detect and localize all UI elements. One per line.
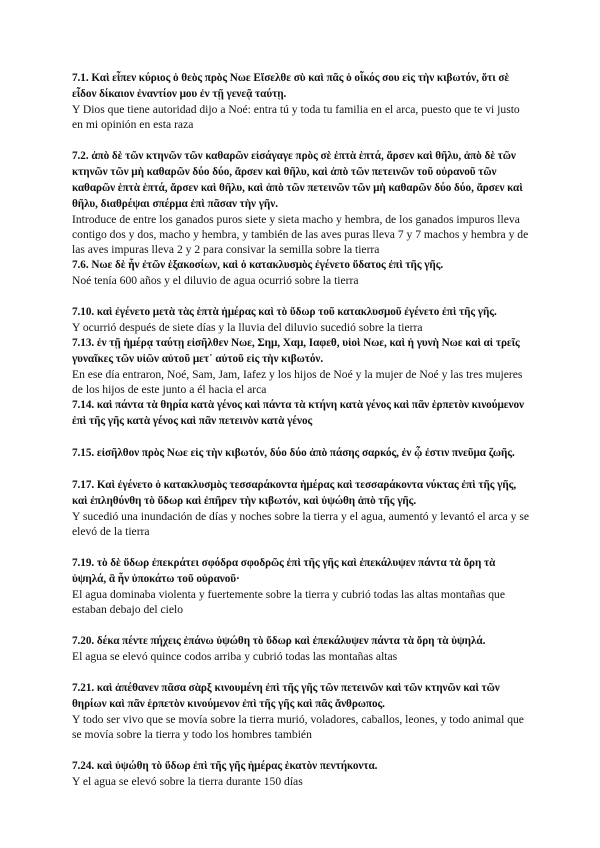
greek-text: 7.10. καὶ ἐγένετο μετὰ τὰς ἑπτὰ ἡμέρας καὶ τὸ ὕδωρ τοῦ κατακλυσμοῦ ἐγένετο ἐπὶ τῆς γῆς. xyxy=(72,306,497,318)
verse-7-17 xyxy=(72,477,530,539)
verse-7-24 xyxy=(72,758,530,789)
verse-7-2 xyxy=(72,148,530,257)
verse-7-6 xyxy=(72,257,530,288)
spanish-translation: Y sucedió una inundación de días y noches sobre la tierra y el agua, aumentó y levantó el arca y se elevó de la tierra xyxy=(72,510,530,538)
spanish-translation: El agua dominaba violenta y fuertemente sobre la tierra y cubrió todas las altas montañas que estaban debajo del cielo xyxy=(72,588,506,616)
greek-text: 7.15. εἰσῆλθον πρὸς Νωε εἰς τὴν κιβωτόν, δύο δύο ἀπὸ πάσης σαρκός, ἐν ᾧ ἐστιν πνεῦμα ζωῆς. xyxy=(72,447,515,459)
greek-text: 7.13. ἐν τῇ ἡμέρᾳ ταύτῃ εἰσῆλθεν Νωε, Σημ, Χαμ, Ιαφεθ, υἱοὶ Νωε, καὶ ἡ γυνὴ Νωε καὶ αἱ τρεῖς γυναῖκες τῶν υἱῶν αὐτοῦ μετ᾽ αὐτοῦ εἰς τὴν κιβωτόν. xyxy=(72,337,520,365)
spanish-translation: Y todo ser vivo que se movía sobre la tierra murió, voladores, caballos, leones, y todo animal que se movía sobre la tierra y todo los hombres también xyxy=(72,713,524,741)
verse-7-19 xyxy=(72,555,530,617)
spanish-translation: Y ocurrió después de siete días y la lluvia del diluvio sucedió sobre la tierra xyxy=(72,321,423,334)
greek-text: 7.1. Καὶ εἶπεν κύριος ὁ θεὸς πρὸς Νωε Εἴσελθε σὺ καὶ πᾶς ὁ οἶκός σου εἰς τὴν κιβωτόν, ὅτι σὲ εἶδον δίκαιον ἐναντίον μου ἐν τῇ γενεᾷ ταύτῃ. xyxy=(72,72,510,100)
spanish-translation: Noé tenía 600 años y el diluvio de agua ocurrió sobre la tierra xyxy=(72,274,359,287)
greek-text: 7.24. καὶ ὑψώθη τὸ ὕδωρ ἐπὶ τῆς γῆς ἡμέρας ἑκατὸν πεντήκοντα. xyxy=(72,760,378,772)
greek-text: 7.21. καὶ ἀπέθανεν πᾶσα σὰρξ κινουμένη ἐπὶ τῆς γῆς τῶν πετεινῶν καὶ τῶν κτηνῶν καὶ τῶν θηρίων καὶ πᾶν ἑρπετὸν κινούμενον ἐπὶ τῆς γῆς καὶ πᾶς ἄνθρωπος. xyxy=(72,682,500,710)
verse-7-10 xyxy=(72,304,530,335)
spanish-translation: Introduce de entre los ganados puros siete y sieta macho y hembra, de los ganados impuros lleva contigo dos y dos, macho y hembra, y también de las aves puras lleva 7 y 7 machos y hembra y de las aves impuras lleva 2 y 2 para consivar la semilla sobre la tierra xyxy=(72,213,529,256)
spanish-translation: El agua se elevó quince codos arriba y cubrió todas las montañas altas xyxy=(72,650,398,663)
greek-text: 7.2. ἀπὸ δὲ τῶν κτηνῶν τῶν καθαρῶν εἰσάγαγε πρὸς σὲ ἑπτὰ ἑπτά, ἄρσεν καὶ θῆλυ, ἀπὸ δὲ τῶν κτηνῶν τῶν μὴ καθαρῶν δύο δύο, ἄρσεν καὶ θῆλυ, καὶ ἀπὸ τῶν πετεινῶν τοῦ οὐρανοῦ τῶν καθαρῶν ἑπτὰ ἑπτά, ἄρσεν καὶ θῆλυ, καὶ ἀπὸ τῶν πετεινῶν τῶν μὴ καθαρῶν δύο δύο, ἄρσεν καὶ θῆλυ, διαθρέψαι σπέρμα ἐπὶ πᾶσαν τὴν γῆν. xyxy=(72,150,523,210)
spanish-translation: Y Dios que tiene autoridad dijo a Noé: entra tú y toda tu familia en el arca, puesto que te vi justo en mi opinión en esta raza xyxy=(72,103,520,131)
verse-7-14 xyxy=(72,397,530,429)
verse-7-21 xyxy=(72,680,530,742)
verse-7-20 xyxy=(72,633,530,664)
verse-7-13 xyxy=(72,335,530,397)
spanish-translation: En ese día entraron, Noé, Sam, Jam, Iafez y los hijos de Noé y la mujer de Noé y las tres mujeres de los hijos de este junto a él hacia el arca xyxy=(72,368,523,396)
greek-text: 7.6. Νωε δὲ ἦν ἐτῶν ἑξακοσίων, καὶ ὁ κατακλυσμὸς ἐγένετο ὕδατος ἐπὶ τῆς γῆς. xyxy=(72,259,444,271)
greek-text: 7.14. καὶ πάντα τὰ θηρία κατὰ γένος καὶ πάντα τὰ κτήνη κατὰ γένος καὶ πᾶν ἑρπετὸν κινούμενον ἐπὶ τῆς γῆς κατὰ γένος καὶ πᾶν πετεινὸν κατὰ γένος xyxy=(72,399,524,427)
verse-7-1 xyxy=(72,70,530,132)
greek-text: 7.17. Καὶ ἐγένετο ὁ κατακλυσμὸς τεσσαράκοντα ἡμέρας καὶ τεσσαράκοντα νύκτας ἐπὶ τῆς γῆς, καὶ ἐπληθύνθη τὸ ὕδωρ καὶ ἐπῆρεν τὴν κιβωτόν, καὶ ὑψώθη ἀπὸ τῆς γῆς. xyxy=(72,479,517,507)
greek-text: 7.19. τὸ δὲ ὕδωρ ἐπεκράτει σφόδρα σφοδρῶς ἐπὶ τῆς γῆς καὶ ἐπεκάλυψεν πάντα τὰ ὄρη τὰ ὑψηλά, ἃ ἦν ὑποκάτω τοῦ οὐρανοῦ· xyxy=(72,557,496,585)
spanish-translation: Y el agua se elevó sobre la tierra durante 150 días xyxy=(72,775,303,788)
greek-text: 7.20. δέκα πέντε πήχεις ἐπάνω ὑψώθη τὸ ὕδωρ καὶ ἐπεκάλυψεν πάντα τὰ ὄρη τὰ ὑψηλά. xyxy=(72,635,486,647)
verse-7-15 xyxy=(72,445,530,461)
